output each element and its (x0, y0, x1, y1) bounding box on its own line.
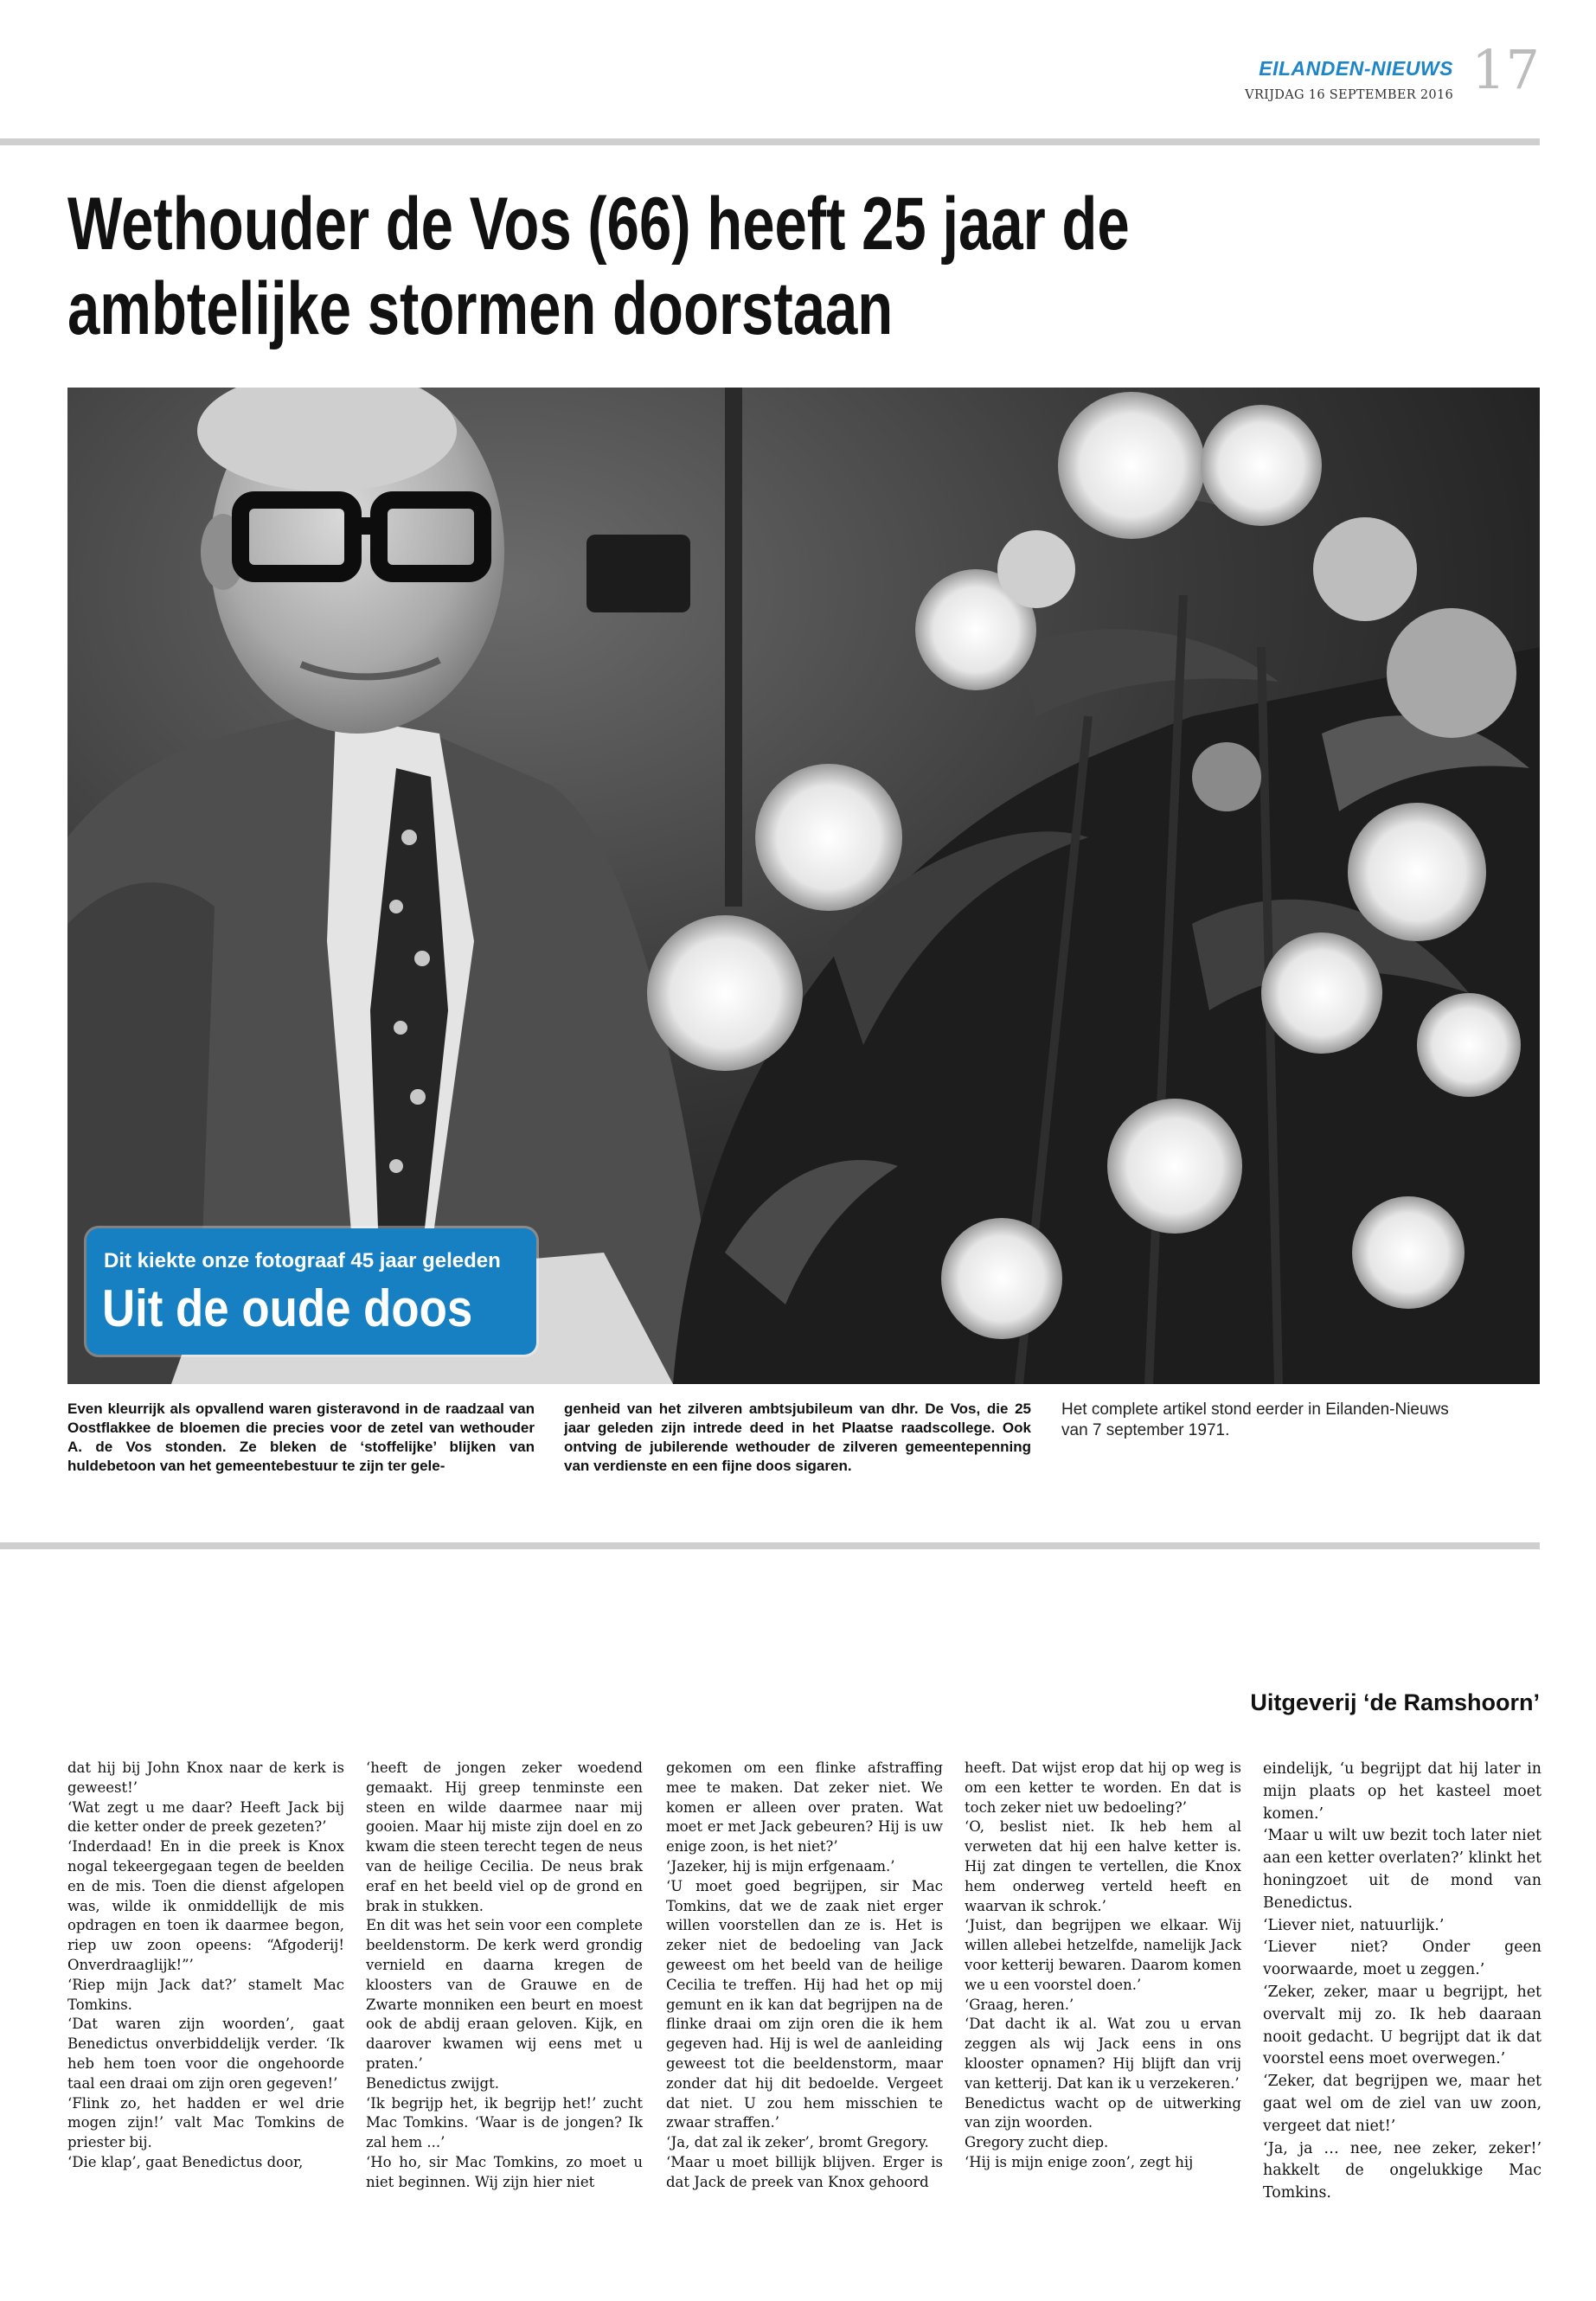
paragraph: ‘Dat dacht ik al. Wat zou u ervan zeggen als wij Jack eens in ons klooster opnamen? Hij blijft dan vrij van ketterij. Dat kan ik u verzekeren.’ (965, 2016, 1241, 2092)
paragraph: ‘Maar u moet billijk blijven. Erger is dat Jack de preek van Knox gehoord (666, 2153, 943, 2190)
story-column-2 (366, 1759, 643, 2193)
paragraph: ‘Jazeker, hij is mijn erfgenaam.’ (666, 1857, 895, 1875)
photo-caption-note: Het complete artikel stond eerder in Eilanden-Nieuws van 7 september 1971. (1061, 1400, 1449, 1439)
story-column-4 (965, 1759, 1241, 2173)
archive-badge (87, 1228, 536, 1355)
headline (67, 182, 1518, 351)
paragraph: ‘Graag, heren.’ (965, 1996, 1074, 2013)
paragraph: ‘Liever niet, natuurlijk.’ (1263, 1916, 1445, 1934)
paragraph: ‘Liever niet? Onder geen voorwaarde, moet u zeggen.’ (1263, 1939, 1542, 1979)
headline-line-1: Wethouder de Vos (66) heeft 25 jaar de (67, 183, 1130, 266)
page-number: 17 (1471, 38, 1540, 101)
paragraph: ‘Zeker, zeker, maar u begrijpt, het overvalt mij zo. Ik heb daaraan nooit gedacht. U begrijpt dat ik dat voorstel eens moet overwegen.’ (1263, 1983, 1542, 2068)
paragraph: Gregory zucht diep. (965, 2134, 1109, 2151)
paragraph: ‘heeft de jongen zeker woedend gemaakt. Hij greep tenminste een steen en wilde daarmee naar mij gooien. Maar hij miste zijn doel en zo kwam die steen terecht tegen de neus van de heilige Cecilia. De neus brak eraf en het beeld viel op de grond en brak in stukken. (366, 1759, 643, 1914)
paragraph: Benedictus wacht op de uitwerking van zijn woorden. (965, 2094, 1241, 2131)
paragraph: ‘Ja, ja … nee, nee zeker, zeker!’ hakkelt de ongelukkige Mac Tomkins. (1263, 2139, 1542, 2202)
paragraph: ‘Maar u wilt uw bezit toch later niet aan een ketter overlaten?’ klinkt het honingzoet uit de mond van Benedictus. (1263, 1827, 1542, 1912)
paragraph: ‘U moet goed begrijpen, sir Mac Tomkins, dat we de zaak niet erger willen voorstellen dan ze is. Het is zeker niet de bedoeling van Jack geweest om het beeld van de heilige Cecilia te treffen. Hij had het op mij gemunt en ik kan dat begrijpen na de flinke draai om zijn oren die ik hem gegeven had. Hij is wel de aanleiding geweest tot die beeldenstorm, maar zonder dat hij dit bedoelde. Vergeet dat niet. U zou hem misschien te zwaar straffen.’ (666, 1877, 943, 2131)
wall-lamp (586, 535, 690, 612)
paragraph: En dit was het sein voor een complete beeldenstorm. De kerk werd grondig vernield en daarna kregen de kloosters van de Grauwe en de Zwarte monniken een beurt en moest ook de abdij eraan geloven. Kijk, en daarover kwamen wij eens met u praten.’ (366, 1917, 643, 2072)
paragraph: ‘Ho ho, sir Mac Tomkins, zo moet u niet beginnen. Wij zijn hier niet (366, 2153, 643, 2190)
paragraph: ‘O, beslist niet. Ik heb hem al verweten dat hij een halve ketter is. Hij zat dingen te vertellen, die Knox hem onderweg verteld heeft en waarvan ik schrok.’ (965, 1818, 1241, 1914)
paragraph: ‘Ik begrijp het, ik begrijp het!’ zucht Mac Tomkins. ‘Waar is de jongen? Ik zal hem ...’ (366, 2094, 643, 2151)
paragraph: ‘Wat zegt u me daar? Heeft Jack bij die ketter onder de preek gezeten?’ (67, 1798, 344, 1836)
section-divider (0, 1542, 1540, 1549)
publisher-label: Uitgeverij ‘de Ramshoorn’ (1250, 1689, 1540, 1715)
paragraph: gekomen om een flinke afstraffing mee te maken. Dat zeker niet. We komen er alleen over praten. Wat moet er met Jack gebeuren? Hij is uw enige zoon, is het niet?’ (666, 1759, 943, 1856)
paragraph: ‘Flink zo, het hadden er wel drie mogen zijn!’ valt Mac Tomkins de priester bij. (67, 2094, 344, 2151)
photo-caption-col-2: genheid van het zilveren ambtsjubileum van dhr. De Vos, die 25 jaar geleden zijn intrede deed in het Plaatse raadscollege. Ook ontving de jubilerende wethouder de zilveren gemeentepenning van verdienste en een fijne doos sigaren. (564, 1400, 1031, 1474)
paragraph: ‘Inderdaad! En in die preek is Knox nogal tekeergegaan tegen de beelden en de mis. Toen die dienst afgelopen was, wilde ik onmiddellijk de mis opdragen en toen ik daarmee begon, riep uw zoon opeens: “Afgoderij! Onverdraaglijk!”’ (67, 1838, 344, 1973)
paragraph: ‘Riep mijn Jack dat?’ stamelt Mac Tomkins. (67, 1976, 344, 2013)
masthead-date: VRIJDAG 16 SEPTEMBER 2016 (1245, 88, 1453, 102)
paragraph: Benedictus zwijgt. (366, 2074, 499, 2092)
badge-title: Uit de oude doos (102, 1279, 473, 1337)
paragraph: ‘Die klap’, gaat Benedictus door, (67, 2153, 304, 2170)
story-column-3 (666, 1759, 943, 2193)
paragraph: ‘Hij is mijn enige zoon’, zegt hij (965, 2153, 1194, 2170)
paragraph: ‘Dat waren zijn woorden’, gaat Benedictus onverbiddelijk verder. ‘Ik heb hem toen voor die ongehoorde taal een draai om zijn oren gegeven!’ (67, 2016, 344, 2092)
paragraph: eindelijk, ‘u begrijpt dat hij later in mijn plaats op het kasteel moet komen.’ (1263, 1760, 1542, 1823)
top-divider (0, 138, 1540, 145)
story-column-5 (1263, 1759, 1542, 2205)
paragraph: heeft. Dat wijst erop dat hij op weg is om een ketter te worden. En dat is toch zeker niet uw bedoeling?’ (965, 1759, 1241, 1816)
masthead-name: EILANDEN-NIEUWS (1259, 57, 1453, 80)
paragraph: dat hij bij John Knox naar de kerk is geweest!’ (67, 1759, 344, 1796)
photo-caption-col-1: Even kleurrijk als opvallend waren gisteravond in de raadzaal van Oostflakkee de bloemen die precies voor de zetel van wethouder A. de Vos stonden. Ze bleken de ‘stoffelijke’ blijken van huldebetoon van het gemeentebestuur te zijn ter gele- (67, 1400, 535, 1474)
paragraph: ‘Ja, dat zal ik zeker’, bromt Gregory. (666, 2134, 929, 2151)
headline-line-2: ambtelijke stormen doorstaan (67, 267, 894, 350)
badge-kicker: Dit kiekte onze fotograaf 45 jaar geleden (104, 1249, 501, 1272)
paragraph: ‘Juist, dan begrijpen we elkaar. Wij willen allebei hetzelfde, namelijk Jack voor ketterij bewaren. Daarom komen we u een voorstel doen.’ (965, 1917, 1241, 1993)
paragraph: ‘Zeker, dat begrijpen we, maar het gaat wel om de ziel van uw zoon, vergeet dat niet!’ (1263, 2073, 1542, 2135)
story-column-1 (67, 1759, 344, 2173)
